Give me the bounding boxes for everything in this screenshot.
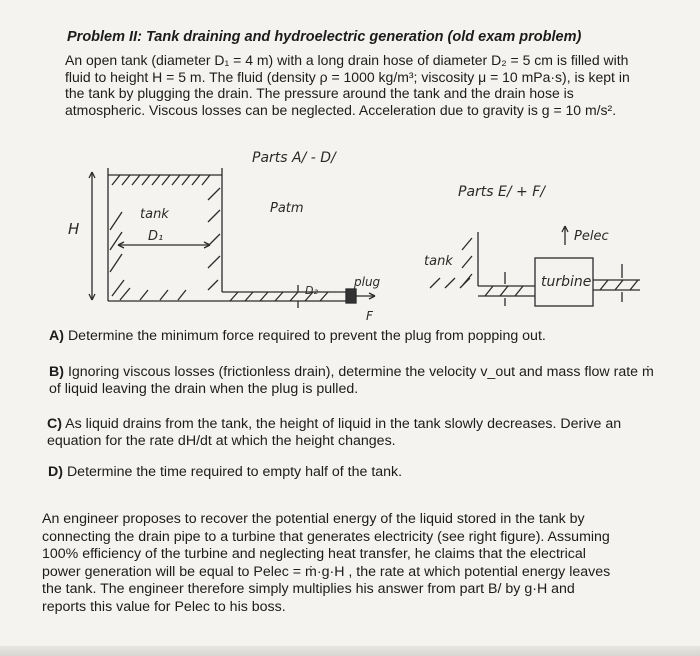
tank-label: tank: [140, 207, 169, 222]
problem-title: Problem II: Tank draining and hydroelectric generation (old exam problem): [67, 29, 582, 45]
page-bottom-edge: [0, 646, 700, 656]
engineer-paragraph: [42, 511, 672, 616]
turbine-label: turbine: [541, 274, 592, 290]
tank2-label: tank: [424, 254, 453, 269]
engineer-line-2: connecting the drain pipe to a turbine that generates electricity (see right figure). Assuming: [42, 528, 610, 545]
question-c: C) As liquid drains from the tank, the height of liquid in the tank slowly decreases. Derive an equation for the rate dH/dt at which the height changes.: [47, 416, 622, 449]
engineer-line-6: reports this value for Pelec to his boss.: [42, 598, 286, 615]
figure-left-caption: Parts A/ - D/: [252, 150, 336, 166]
engineer-line-1: An engineer proposes to recover the potential energy of the liquid stored in the tank by: [42, 511, 585, 527]
pelec-label: Pelec: [574, 229, 609, 244]
intro-line-2: fluid to height H = 5 m. The fluid (density ρ = 1000 kg/m³; viscosity μ = 10 mPa·s), is kept in: [65, 68, 630, 85]
force-label: F: [366, 309, 373, 323]
intro-line-4: atmospheric. Viscous losses can be neglected. Acceleration due to gravity is g = 10 m/s².: [65, 101, 617, 118]
patm-label: Patm: [270, 201, 304, 216]
engineer-line-5: the tank. The engineer therefore simply multiplies his answer from part B/ by g·H and: [42, 581, 575, 597]
h-label: H: [68, 220, 80, 238]
d2-label: D₂: [305, 284, 318, 297]
engineer-line-3: 100% efficiency of the turbine and neglecting heat transfer, he claims that the electrical: [42, 546, 586, 562]
intro-line-1: An open tank (diameter D₁ = 4 m) with a long drain hose of diameter D₂ = 5 cm is filled with: [65, 52, 629, 68]
intro-line-3: the tank by plugging the drain. The pressure around the tank and the drain hose is: [65, 85, 574, 101]
engineer-line-4: power generation will be equal to Pelec = ṁ·g·H , the rate at which potential energy leaves: [42, 563, 611, 580]
plug-label: plug: [354, 275, 381, 289]
question-d: D) Determine the time required to empty half of the tank.: [48, 464, 403, 480]
figure-right-caption: Parts E/ + F/: [458, 184, 545, 200]
question-b: B) Ignoring viscous losses (frictionless drain), determine the velocity v_out and mass flow rate ṁ of liquid leaving the drain when the plug is pulled.: [49, 364, 654, 397]
question-a: A) Determine the minimum force required to prevent the plug from popping out.: [49, 328, 546, 344]
d1-label: D₁: [148, 229, 164, 244]
